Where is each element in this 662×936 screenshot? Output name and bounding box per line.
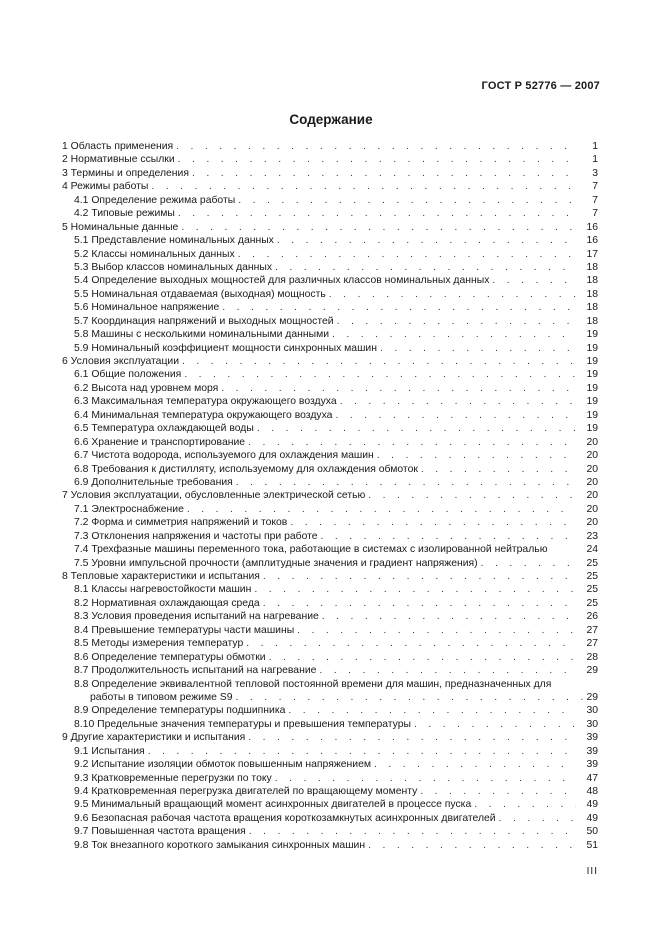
toc-entry[interactable] <box>62 382 598 395</box>
toc-entry[interactable] <box>62 731 598 744</box>
leader-dots <box>337 315 576 328</box>
toc-entry[interactable] <box>62 704 598 717</box>
toc-page-number: 18 <box>586 288 598 300</box>
toc-entry[interactable] <box>62 557 598 570</box>
toc-page-number: 47 <box>586 772 598 784</box>
leader-dots <box>481 557 576 570</box>
toc-entry-text-continued: работы в типовом режиме S9 <box>90 691 233 703</box>
leader-dots <box>374 758 576 771</box>
toc-page-number: 30 <box>586 705 598 717</box>
leader-dots <box>420 785 576 798</box>
toc-entry-text: 5.2 Классы номинальных данных <box>74 248 235 260</box>
toc-entry[interactable] <box>62 530 598 543</box>
toc-entry-text: 8.8 Определение эквивалентной тепловой постоянной времени для машин, предназначенных для <box>74 678 552 690</box>
toc-entry[interactable] <box>62 342 598 355</box>
toc-page-number: 28 <box>586 651 598 663</box>
leader-dots <box>236 476 576 489</box>
leader-dots <box>192 167 576 180</box>
toc-page-number: 20 <box>586 490 598 502</box>
toc-entry[interactable] <box>62 745 598 758</box>
leader-dots <box>335 409 576 422</box>
toc-entry[interactable] <box>62 476 598 489</box>
leader-dots <box>178 207 576 220</box>
toc-page-number: 19 <box>586 329 598 341</box>
toc-page-number: 20 <box>586 517 598 529</box>
leader-dots <box>178 153 576 166</box>
toc-entry-text: 8.5 Методы измерения температур <box>74 638 244 650</box>
leader-dots <box>340 395 576 408</box>
leader-dots <box>248 731 576 744</box>
leader-dots <box>151 180 576 193</box>
toc-entry[interactable] <box>62 288 598 301</box>
toc-entry-text: 2 Нормативные ссылки <box>62 154 175 166</box>
toc-page-number: 25 <box>586 597 598 609</box>
toc-page-number: 19 <box>586 396 598 408</box>
leader-dots <box>249 825 576 838</box>
toc-entry[interactable] <box>62 167 598 180</box>
toc-entry-text: 8.10 Предельные значения температуры и превышения температуры <box>74 718 411 730</box>
toc-entry-text: 5 Номинальные данные <box>62 221 179 233</box>
toc-page-number: 29 <box>586 665 598 677</box>
toc-page-number: 19 <box>586 409 598 421</box>
toc-entry[interactable] <box>62 489 598 502</box>
leader-dots <box>329 288 576 301</box>
leader-dots <box>238 194 576 207</box>
toc-entry-text: 5.6 Номинальное напряжение <box>74 302 220 314</box>
toc-page-number: 39 <box>586 759 598 771</box>
toc-entry[interactable] <box>62 261 598 274</box>
toc-page-number: 18 <box>586 315 598 327</box>
leader-dots <box>322 610 576 623</box>
toc-entry-text: 6 Условия эксплуатации <box>62 356 180 367</box>
leader-dots <box>257 422 576 435</box>
toc-entry-text: 8.7 Продолжительность испытаний на нагревание <box>74 665 317 677</box>
toc-entry-text: 5.3 Выбор классов номинальных данных <box>74 261 273 273</box>
leader-dots <box>269 651 576 664</box>
toc-entry-text: 3 Термины и определения <box>62 167 189 179</box>
toc-entry-text: 7.4 Трехфазные машины переменного тока, работающие в системах с изолированной нейтралью <box>74 544 548 556</box>
toc-entry-text: 8.9 Определение температуры подшипника <box>74 705 286 717</box>
toc-entry-text: 1 Область применения <box>62 141 174 152</box>
toc-entry-text: 6.6 Хранение и транспортирование <box>74 436 246 448</box>
toc-entry-text: 5.8 Машины с несколькими номинальными данными <box>74 329 330 341</box>
toc-entry[interactable] <box>62 798 598 811</box>
toc-entry[interactable] <box>62 315 598 328</box>
toc-page-number: 19 <box>586 342 598 354</box>
leader-dots <box>275 261 576 274</box>
toc-entry[interactable] <box>62 772 598 785</box>
toc-entry[interactable] <box>62 570 598 583</box>
toc-entry-text: 6.3 Максимальная температура окружающего воздуха <box>74 396 337 408</box>
toc-entry-text: 8.4 Превышение температуры части машины <box>74 624 295 636</box>
toc-page-number: 3 <box>592 167 598 179</box>
toc-page-number: 39 <box>586 732 598 744</box>
leader-dots <box>380 342 576 355</box>
toc-page-number: 16 <box>586 235 598 247</box>
toc-page-number: 25 <box>586 584 598 596</box>
toc-entry-text: 9.3 Кратковременные перегрузки по току <box>74 772 272 784</box>
toc-entry[interactable] <box>62 449 598 462</box>
leader-dots <box>277 234 576 247</box>
toc-entry-text: 7.2 Форма и симметрия напряжений и токов <box>74 517 288 529</box>
leader-dots <box>187 503 576 516</box>
toc-entry[interactable] <box>62 637 598 650</box>
toc-entry-text: 6.7 Чистота водорода, используемого для охлаждения машин <box>74 450 374 462</box>
leader-dots <box>246 637 576 650</box>
toc-entry-text: 9.8 Ток внезапного короткого замыкания синхронных машин <box>74 839 366 851</box>
leader-dots <box>474 798 576 811</box>
toc-entry[interactable] <box>62 785 598 798</box>
toc-page-number: 1 <box>592 141 598 152</box>
leader-dots <box>321 530 576 543</box>
toc-entry-text: 8 Тепловые характеристики и испытания <box>62 571 260 582</box>
toc-entry[interactable] <box>62 463 598 476</box>
toc-entry[interactable] <box>62 825 598 838</box>
toc-entry[interactable] <box>62 812 598 825</box>
toc-entry[interactable] <box>62 718 598 731</box>
leader-dots <box>184 368 576 381</box>
leader-dots <box>221 382 576 395</box>
toc-page-number: 49 <box>586 812 598 824</box>
toc-entry-text: 8.2 Нормативная охлаждающая среда <box>74 597 260 609</box>
toc-page-number: 18 <box>586 261 598 273</box>
toc-entry[interactable] <box>62 234 598 247</box>
leader-dots <box>263 570 576 583</box>
toc-entry-text: 7.5 Уровни импульсной прочности (амплитудные значения и градиент напряжения) <box>74 557 478 569</box>
toc-entry[interactable] <box>62 153 598 166</box>
toc-entry[interactable] <box>62 436 598 449</box>
toc-entry[interactable] <box>62 368 598 381</box>
toc-page-number: 7 <box>592 194 598 206</box>
toc-entry-text: 8.6 Определение температуры обмотки <box>74 651 266 663</box>
toc-entry[interactable] <box>62 597 598 610</box>
toc-entry-text: 7.3 Отклонения напряжения и частоты при работе <box>74 530 318 542</box>
toc-entry-text: 5.4 Определение выходных мощностей для различных классов номинальных данных <box>74 275 490 287</box>
toc-entry-text: 7.1 Электроснабжение <box>74 503 184 515</box>
toc-entry[interactable] <box>62 328 598 341</box>
toc-entry[interactable] <box>62 248 598 261</box>
toc-page-number: 7 <box>592 208 598 220</box>
leader-dots <box>332 328 576 341</box>
toc-entry[interactable] <box>62 194 598 207</box>
toc-page-number: 19 <box>586 423 598 435</box>
toc-page-number: 20 <box>586 463 598 475</box>
toc-entry-text: 9.6 Безопасная рабочая частота вращения короткозамкнутых асинхронных двигателей <box>74 812 496 824</box>
toc-page-number: 16 <box>586 221 598 233</box>
leader-dots <box>275 772 576 785</box>
toc-page-number: 19 <box>586 382 598 394</box>
toc-page-number: 27 <box>586 638 598 650</box>
toc-page-number: 25 <box>586 557 598 569</box>
toc-entry[interactable] <box>62 140 598 153</box>
toc-page-number: 49 <box>586 799 598 811</box>
toc-page-number: 18 <box>586 275 598 287</box>
document-header: ГОСТ Р 52776 — 2007 <box>481 80 600 92</box>
leader-dots <box>148 745 576 758</box>
toc-entry[interactable] <box>62 274 598 287</box>
toc-page-number: 51 <box>586 839 598 851</box>
leader-dots <box>492 274 576 287</box>
toc-page-number: 50 <box>586 826 598 838</box>
toc-entry-text: 6.2 Высота над уровнем моря <box>74 382 219 394</box>
toc-entry[interactable] <box>62 422 598 435</box>
leader-dots <box>238 248 576 261</box>
leader-dots <box>288 704 576 717</box>
toc-page-number: 20 <box>586 476 598 488</box>
toc-entry-text: 9.1 Испытания <box>74 745 145 757</box>
toc-entry-text: 6.8 Требования к дистилляту, используемому для охлаждения обмоток <box>74 463 418 475</box>
toc-entry[interactable] <box>62 516 598 529</box>
toc-entry[interactable] <box>62 409 598 422</box>
toc-page-number: 39 <box>586 745 598 757</box>
leader-dots <box>414 718 576 731</box>
toc-page-number: 7 <box>592 181 598 193</box>
toc-entry-text: 6.4 Минимальная температура окружающего воздуха <box>74 409 333 421</box>
toc-page-number: 27 <box>586 624 598 636</box>
toc-entry-text: 9.4 Кратковременная перегрузка двигателей по вращающему моменту <box>74 786 418 798</box>
toc-entry-text: 7 Условия эксплуатации, обусловленные электрической сетью <box>62 490 366 502</box>
toc-entry-text: 8.3 Условия проведения испытаний на нагревание <box>74 611 319 623</box>
leader-dots <box>368 839 576 852</box>
page-title: Содержание <box>289 112 373 127</box>
toc-entry[interactable] <box>62 664 598 677</box>
leader-dots <box>319 664 576 677</box>
leader-dots <box>421 463 576 476</box>
toc-page-number: 17 <box>586 248 598 260</box>
toc-page-number: 20 <box>586 436 598 448</box>
leader-dots <box>181 221 576 234</box>
toc-entry[interactable] <box>62 355 598 368</box>
toc-entry[interactable] <box>62 610 598 623</box>
leader-dots <box>176 140 576 153</box>
toc-entry[interactable] <box>62 180 598 193</box>
toc-entry-text: 9.5 Минимальный вращающий момент асинхронных двигателей в процессе пуска <box>74 799 472 811</box>
toc-page-number: 23 <box>586 530 598 542</box>
toc-entry-text: 6.5 Температура охлаждающей воды <box>74 423 254 435</box>
toc-entry-text: 9.2 Испытание изоляции обмоток повышенным напряжением <box>74 759 372 771</box>
leader-dots <box>297 624 576 637</box>
toc-entry-text: 9 Другие характеристики и испытания <box>62 732 246 744</box>
leader-dots <box>377 449 576 462</box>
toc-page-number: 1 <box>592 154 598 166</box>
toc-page-number: 48 <box>586 786 598 798</box>
toc-page-number: 30 <box>586 718 598 730</box>
leader-dots <box>263 597 576 610</box>
toc-entry-text: 6.1 Общие положения <box>74 369 182 381</box>
toc-entry-text: 5.1 Представление номинальных данных <box>74 235 274 247</box>
toc-page-number: 29 <box>586 691 598 703</box>
toc-entry-text: 5.7 Координация напряжений и выходных мощностей <box>74 315 334 327</box>
toc-page-number: 25 <box>586 571 598 582</box>
toc-entry[interactable] <box>62 301 598 314</box>
toc-page-number: 19 <box>586 369 598 381</box>
table-of-contents <box>62 140 598 852</box>
toc-entry[interactable] <box>62 221 598 234</box>
toc-entry-text: 5.5 Номинальная отдаваемая (выходная) мощность <box>74 288 326 300</box>
toc-entry-text: 4.2 Типовые режимы <box>74 208 175 220</box>
toc-entry[interactable] <box>62 651 598 664</box>
toc-entry[interactable] <box>62 543 598 556</box>
toc-entry[interactable] <box>62 678 598 705</box>
toc-entry[interactable] <box>62 395 598 408</box>
toc-page-number: 19 <box>586 356 598 367</box>
toc-entry[interactable] <box>62 758 598 771</box>
leader-dots <box>254 583 576 596</box>
toc-page-number: 18 <box>586 302 598 314</box>
toc-page-number: 20 <box>586 503 598 515</box>
leader-dots <box>222 301 576 314</box>
toc-entry-text: 9.7 Повышенная частота вращения <box>74 826 246 838</box>
leader-dots <box>290 516 576 529</box>
toc-entry-text: 4.1 Определение режима работы <box>74 194 236 206</box>
leader-dots <box>235 691 586 704</box>
toc-entry-text: 6.9 Дополнительные требования <box>74 476 233 488</box>
toc-entry[interactable] <box>62 583 598 596</box>
toc-entry[interactable] <box>62 503 598 516</box>
toc-entry[interactable] <box>62 624 598 637</box>
toc-entry[interactable] <box>62 839 598 852</box>
leader-dots <box>182 355 576 368</box>
page-number: III <box>586 866 598 877</box>
toc-entry-text: 4 Режимы работы <box>62 181 149 193</box>
toc-page-number: 20 <box>586 450 598 462</box>
toc-entry-text: 8.1 Классы нагревостойкости машин <box>74 584 252 596</box>
toc-entry[interactable] <box>62 207 598 220</box>
toc-page-number: 24 <box>586 544 598 556</box>
toc-page-number: 26 <box>586 611 598 623</box>
leader-dots <box>368 489 576 502</box>
leader-dots <box>248 436 576 449</box>
leader-dots <box>499 812 576 825</box>
toc-entry-text: 5.9 Номинальный коэффициент мощности синхронных машин <box>74 342 377 354</box>
